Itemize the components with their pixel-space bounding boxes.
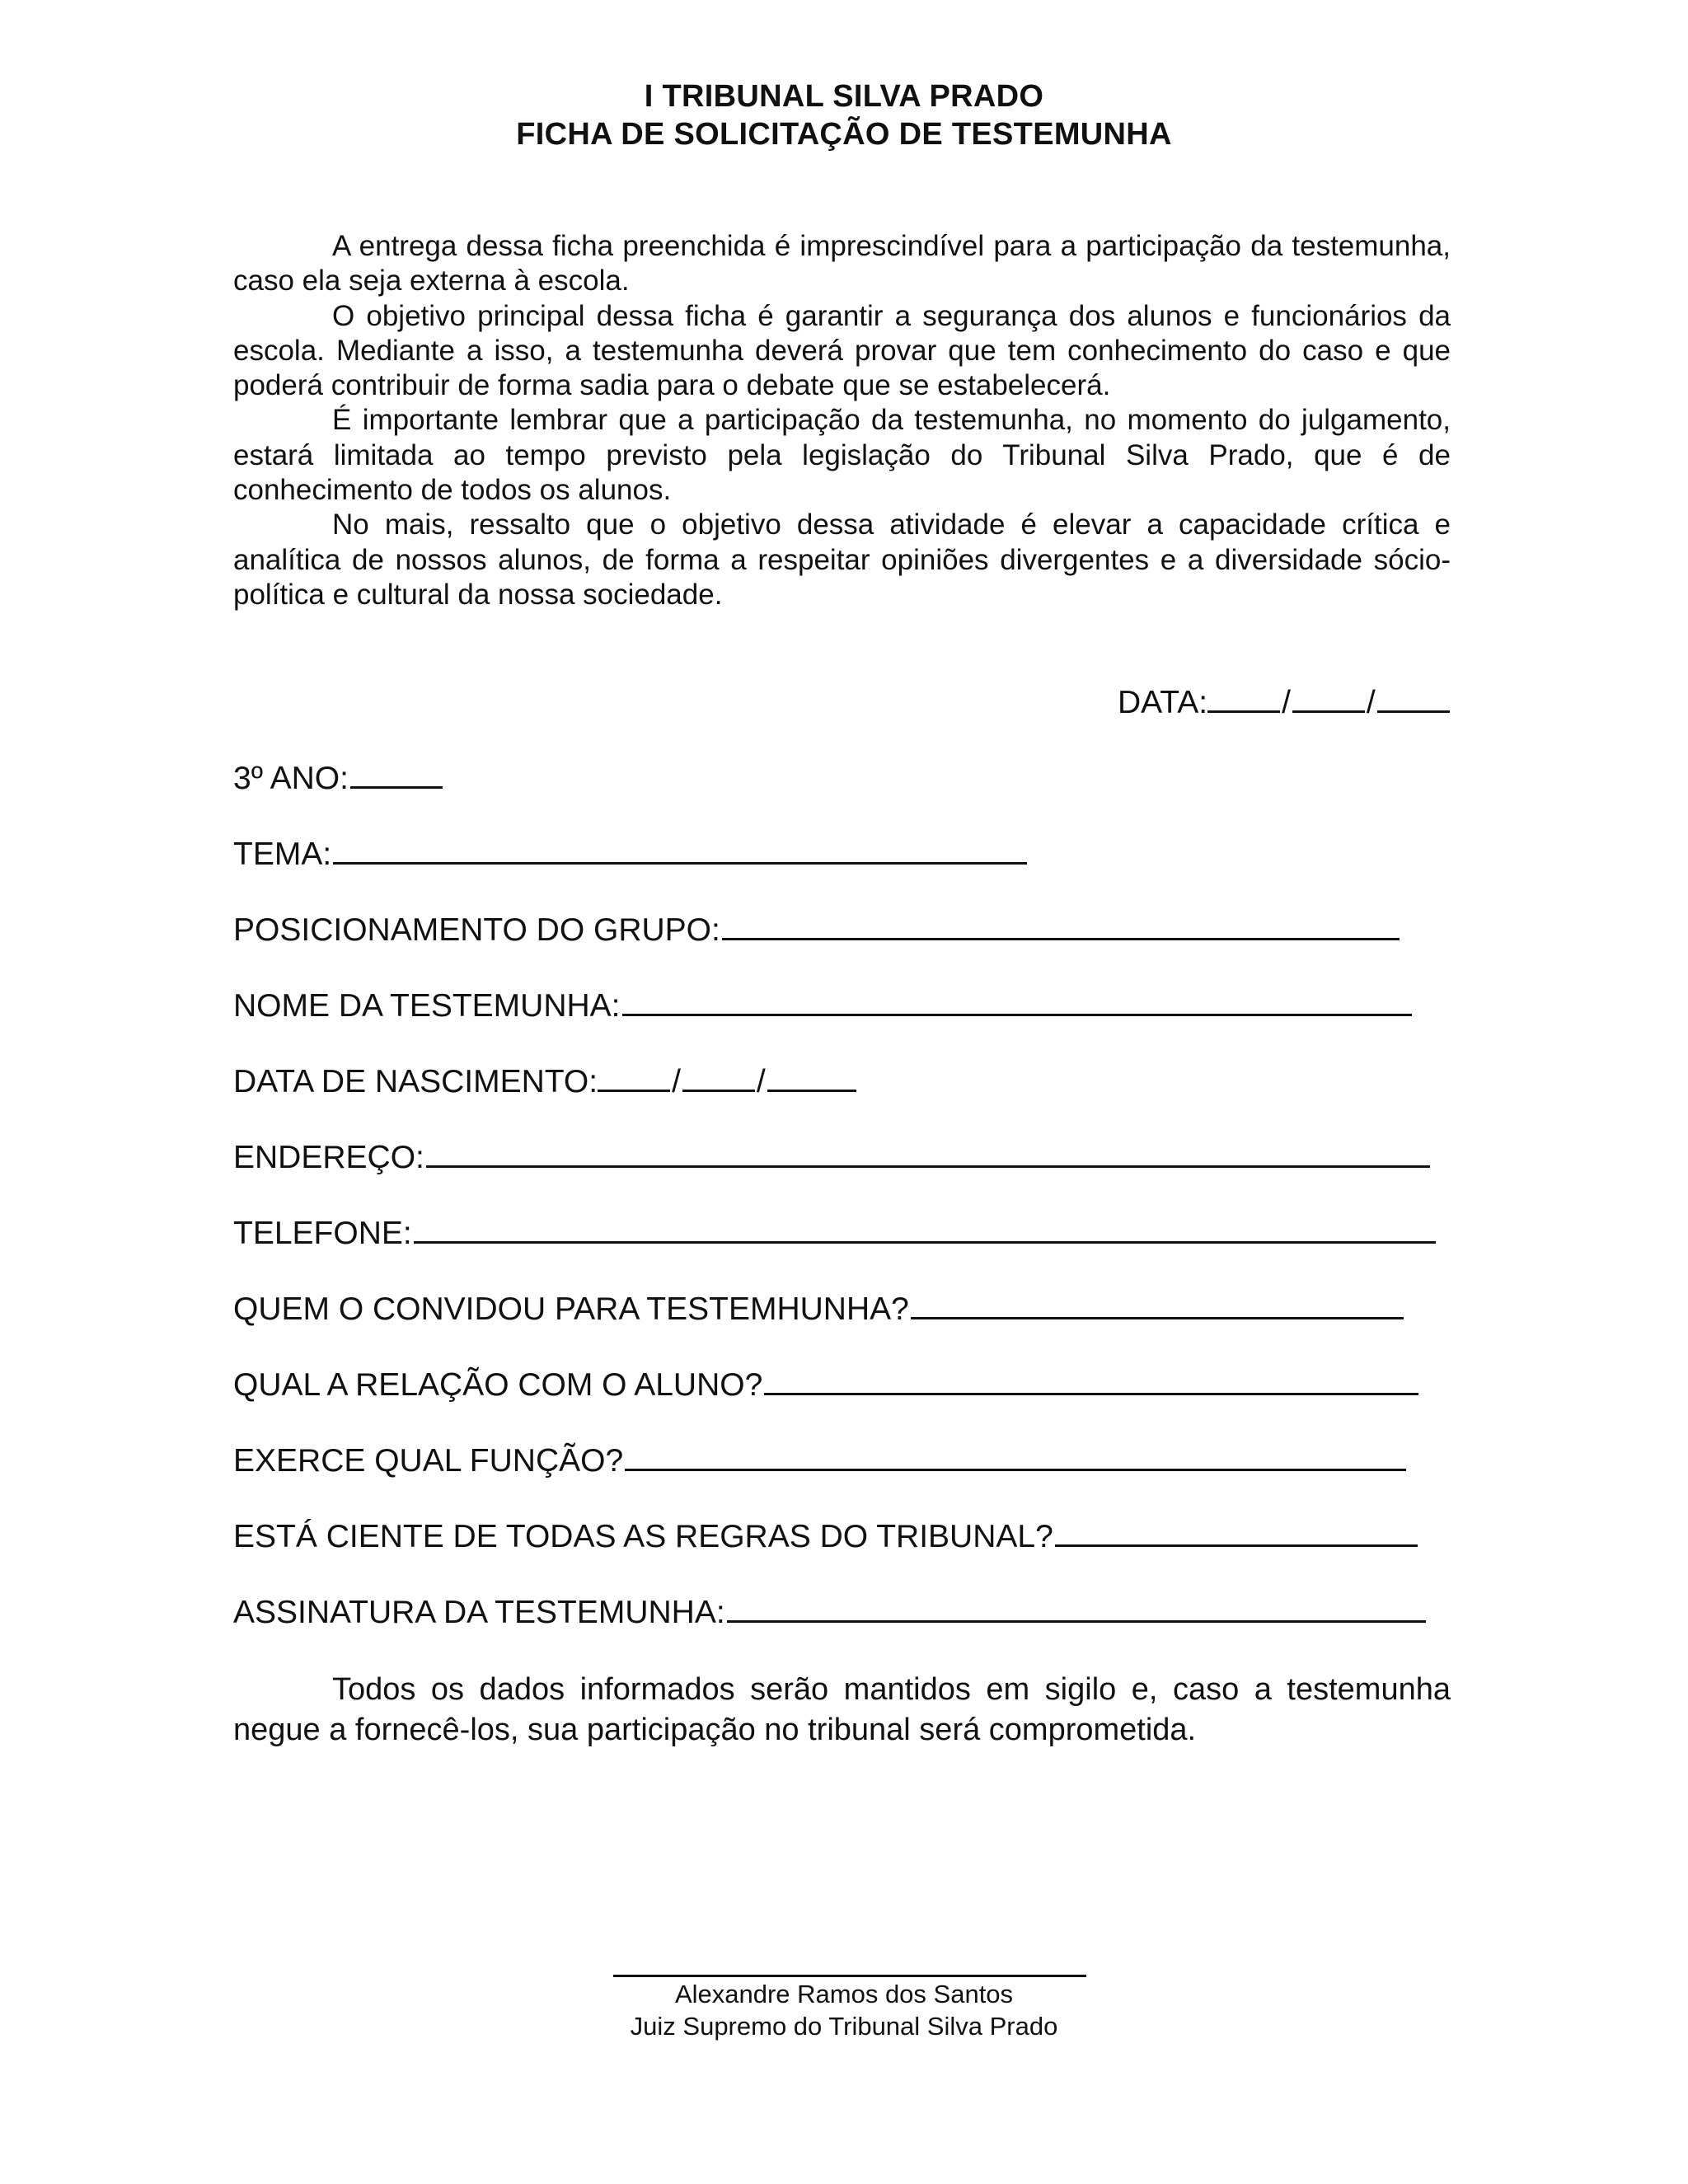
nascimento-label: DATA DE NASCIMENTO: (233, 1064, 598, 1099)
telefone-blank[interactable] (414, 1210, 1436, 1244)
posicionamento-label: POSICIONAMENTO DO GRUPO: (233, 912, 720, 948)
intro-paragraph-3: É importante lembrar que a participação da testemunha, no momento do julgamento, estará limitada ao tempo previsto pela legislação do Tribunal Silva Prado, que é de conhecimento de todos os alunos. (233, 404, 1451, 507)
funcao-field (233, 1437, 1406, 1480)
assinatura-label: ASSINATURA DA TESTEMUNHA: (233, 1595, 725, 1630)
tema-label: TEMA: (233, 837, 332, 872)
intro-paragraph-4: No mais, ressalto que o objetivo dessa atividade é elevar a capacidade crítica e analítica de nossos alunos, de forma a respeitar opiniões divergentes e a diversidade sócio-política e cultural da nossa sociedade. (233, 509, 1451, 611)
nascimento-separator: / (756, 1064, 766, 1099)
date-year-blank[interactable] (1377, 679, 1450, 713)
relacao-label: QUAL A RELAÇÃO COM O ALUNO? (233, 1367, 763, 1403)
ano-field (233, 755, 443, 798)
posicionamento-blank[interactable] (722, 907, 1400, 940)
date-day-blank[interactable] (1207, 679, 1280, 713)
ciente-label: ESTÁ CIENTE DE TODAS AS REGRAS DO TRIBUNAL? (233, 1519, 1053, 1554)
nascimento-field (233, 1058, 856, 1101)
endereco-field (233, 1134, 1430, 1177)
funcao-blank[interactable] (625, 1437, 1406, 1471)
convidou-field (233, 1286, 1404, 1329)
date-label: DATA: (1118, 685, 1208, 720)
nome-field (233, 982, 1412, 1025)
relacao-field (233, 1361, 1418, 1404)
assinatura-blank[interactable] (727, 1589, 1426, 1623)
ano-blank[interactable] (350, 755, 443, 789)
nascimento-month-blank[interactable] (682, 1058, 755, 1092)
tema-field (233, 831, 1027, 874)
intro-text (233, 229, 1451, 612)
closing-text (233, 1670, 1451, 1750)
nascimento-year-blank[interactable] (767, 1058, 856, 1092)
nome-blank[interactable] (622, 982, 1412, 1016)
judge-role: Juiz Supremo do Tribunal Silva Prado (630, 2012, 1058, 2041)
nascimento-separator: / (672, 1064, 681, 1099)
endereco-blank[interactable] (426, 1134, 1430, 1168)
tema-blank[interactable] (333, 831, 1027, 865)
funcao-label: EXERCE QUAL FUNÇÃO? (233, 1443, 624, 1479)
form-title: FICHA DE SOLICITAÇÃO DE TESTEMUNHA (516, 117, 1172, 152)
ciente-blank[interactable] (1055, 1513, 1418, 1547)
ciente-field (233, 1513, 1418, 1556)
fingerprint-icon (799, 1801, 898, 1933)
telefone-field (233, 1210, 1436, 1253)
nascimento-day-blank[interactable] (598, 1058, 670, 1092)
date-month-blank[interactable] (1292, 679, 1365, 713)
telefone-label: TELEFONE: (233, 1216, 412, 1251)
intro-paragraph-2: O objetivo principal dessa ficha é garantir a segurança dos alunos e funcionários da escola. Mediante a isso, a testemunha deverá provar que tem conhecimento do caso e que poderá contribuir de forma sadia para o debate que se estabelecerá. (233, 299, 1451, 402)
date-separator: / (1366, 685, 1376, 720)
nome-label: NOME DA TESTEMUNHA: (233, 988, 621, 1024)
date-separator: / (1282, 685, 1291, 720)
intro-paragraph-1: A entrega dessa ficha preenchida é imprescindível para a participação da testemunha, caso ela seja externa à escola. (233, 230, 1451, 298)
relacao-blank[interactable] (764, 1361, 1418, 1395)
convidou-label: QUEM O CONVIDOU PARA TESTEMHUNHA? (233, 1291, 909, 1327)
assinatura-field (233, 1589, 1426, 1632)
tribunal-title: I TRIBUNAL SILVA PRADO (644, 79, 1044, 114)
signature-line (613, 1975, 1086, 1977)
judge-name: Alexandre Ramos dos Santos (674, 1980, 1014, 2008)
convidou-blank[interactable] (911, 1286, 1404, 1319)
posicionamento-field (233, 907, 1400, 949)
closing-paragraph: Todos os dados informados serão mantidos em sigilo e, caso a testemunha negue a fornecê-los, sua participação no tribunal será comprometida. (233, 1672, 1451, 1747)
date-field (1118, 679, 1450, 722)
endereco-label: ENDEREÇO: (233, 1140, 424, 1175)
ano-label: 3º ANO: (233, 761, 349, 796)
